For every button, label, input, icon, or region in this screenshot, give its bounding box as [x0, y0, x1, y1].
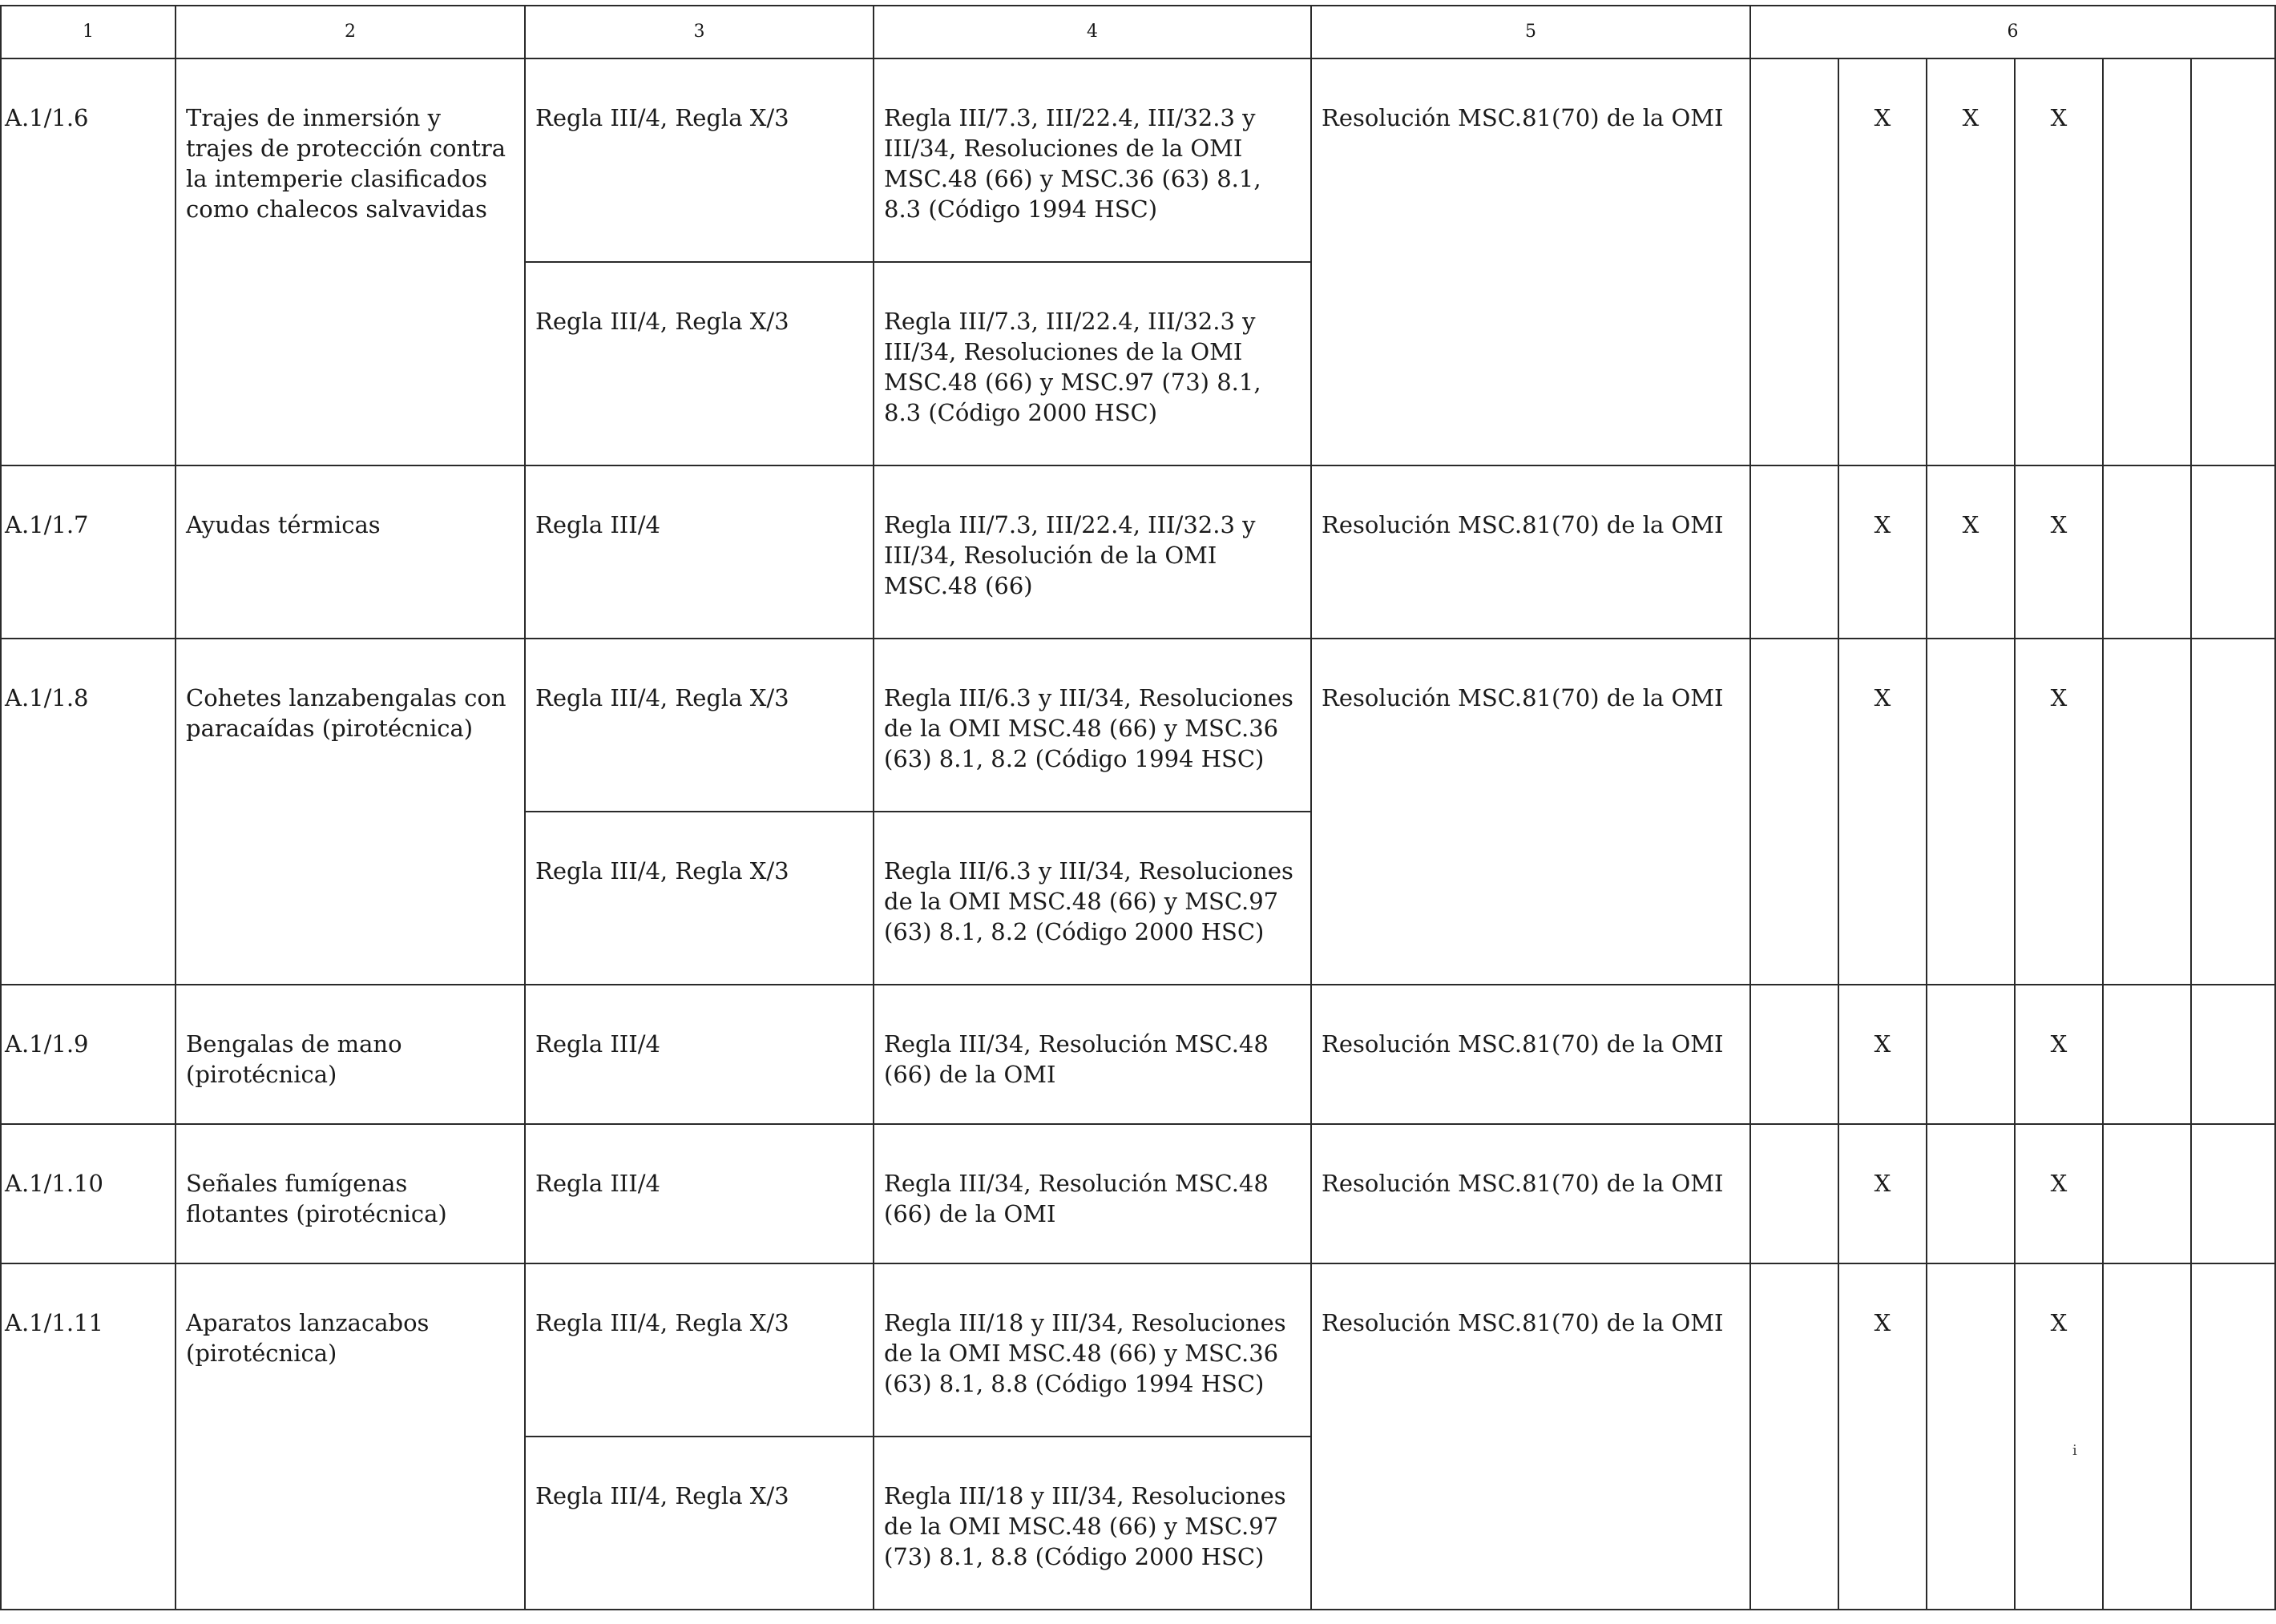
module-mark — [2191, 58, 2275, 465]
column-header-5: 5 — [1311, 6, 1750, 58]
test-resolution: Resolución MSC.81(70) de la OMI — [1311, 985, 1750, 1124]
item-code: A.1/1.10 — [1, 1124, 176, 1263]
test-resolution: Resolución MSC.81(70) de la OMI — [1311, 465, 1750, 639]
module-mark: X — [2015, 465, 2103, 639]
test-standard: Regla III/7.3, III/22.4, III/32.3 y III/34, Resoluciones de la OMI MSC.48 (66) y MSC.97 (73) 8.1, 8.3 (Código 2000 HSC) — [874, 262, 1311, 465]
item-description: Cohetes lanzabengalas con paracaídas (pirotécnica) — [176, 639, 525, 985]
module-mark: X — [1838, 58, 1927, 465]
item-description: Trajes de inmersión y trajes de protección contra la intemperie clasificados como chalecos salvavidas — [176, 58, 525, 465]
module-mark: X — [2015, 1263, 2103, 1610]
module-mark — [2103, 1124, 2191, 1263]
item-code: A.1/1.11 — [1, 1263, 176, 1610]
test-resolution: Resolución MSC.81(70) de la OMI — [1311, 639, 1750, 985]
module-mark — [1927, 985, 2015, 1124]
table-row — [1, 58, 2275, 262]
module-mark: X — [2015, 1124, 2103, 1263]
module-mark — [2191, 985, 2275, 1124]
module-mark — [1927, 639, 2015, 985]
regulation: Regla III/4, Regla X/3 — [525, 58, 874, 262]
item-description: Bengalas de mano (pirotécnica) — [176, 985, 525, 1124]
module-mark — [2103, 1263, 2191, 1610]
regulation: Regla III/4 — [525, 465, 874, 639]
module-mark — [1750, 1263, 1838, 1610]
module-mark — [1927, 1124, 2015, 1263]
regulation: Regla III/4, Regla X/3 — [525, 1263, 874, 1437]
regulation: Regla III/4, Regla X/3 — [525, 812, 874, 985]
module-mark — [2191, 639, 2275, 985]
test-resolution: Resolución MSC.81(70) de la OMI — [1311, 58, 1750, 465]
module-mark — [2103, 58, 2191, 465]
module-mark: X — [1927, 58, 2015, 465]
module-mark — [1750, 58, 1838, 465]
table-row — [1, 1263, 2275, 1437]
regulation: Regla III/4 — [525, 985, 874, 1124]
test-standard: Regla III/34, Resolución MSC.48 (66) de la OMI — [874, 985, 1311, 1124]
table-row — [1, 639, 2275, 812]
stray-mark: i — [2072, 1442, 2077, 1459]
item-description: Señales fumígenas flotantes (pirotécnica) — [176, 1124, 525, 1263]
item-description: Ayudas térmicas — [176, 465, 525, 639]
module-mark — [1750, 465, 1838, 639]
test-standard: Regla III/18 y III/34, Resoluciones de la OMI MSC.48 (66) y MSC.97 (73) 8.1, 8.8 (Código 2000 HSC) — [874, 1437, 1311, 1610]
module-mark — [2103, 985, 2191, 1124]
module-mark — [1750, 1124, 1838, 1263]
module-mark: X — [1838, 465, 1927, 639]
table-row — [1, 1124, 2275, 1263]
table-row — [1, 985, 2275, 1124]
column-header-2: 2 — [176, 6, 525, 58]
test-resolution: Resolución MSC.81(70) de la OMI — [1311, 1124, 1750, 1263]
test-standard: Regla III/18 y III/34, Resoluciones de la OMI MSC.48 (66) y MSC.36 (63) 8.1, 8.8 (Código 1994 HSC) — [874, 1263, 1311, 1437]
module-mark: X — [2015, 639, 2103, 985]
module-mark — [1927, 1263, 2015, 1610]
column-header-1: 1 — [1, 6, 176, 58]
item-code: A.1/1.8 — [1, 639, 176, 985]
regulation: Regla III/4, Regla X/3 — [525, 1437, 874, 1610]
module-mark: X — [1927, 465, 2015, 639]
module-mark: X — [1838, 985, 1927, 1124]
test-standard: Regla III/6.3 y III/34, Resoluciones de la OMI MSC.48 (66) y MSC.97 (63) 8.1, 8.2 (Código 2000 HSC) — [874, 812, 1311, 985]
module-mark: X — [2015, 58, 2103, 465]
test-standard: Regla III/7.3, III/22.4, III/32.3 y III/34, Resoluciones de la OMI MSC.48 (66) y MSC.36 (63) 8.1, 8.3 (Código 1994 HSC) — [874, 58, 1311, 262]
regulation: Regla III/4, Regla X/3 — [525, 639, 874, 812]
module-mark — [2103, 465, 2191, 639]
item-code: A.1/1.9 — [1, 985, 176, 1124]
module-mark — [1750, 639, 1838, 985]
regulation: Regla III/4, Regla X/3 — [525, 262, 874, 465]
module-mark — [2191, 465, 2275, 639]
regulation: Regla III/4 — [525, 1124, 874, 1263]
column-header-3: 3 — [525, 6, 874, 58]
equipment-table — [0, 5, 2276, 1610]
item-code: A.1/1.6 — [1, 58, 176, 465]
module-mark: X — [2015, 985, 2103, 1124]
header-row — [1, 6, 2275, 58]
column-header-6: 6 — [1750, 6, 2275, 58]
module-mark — [2191, 1124, 2275, 1263]
test-standard: Regla III/6.3 y III/34, Resoluciones de la OMI MSC.48 (66) y MSC.36 (63) 8.1, 8.2 (Código 1994 HSC) — [874, 639, 1311, 812]
column-header-4: 4 — [874, 6, 1311, 58]
table-row — [1, 465, 2275, 639]
test-standard: Regla III/7.3, III/22.4, III/32.3 y III/34, Resolución de la OMI MSC.48 (66) — [874, 465, 1311, 639]
module-mark: X — [1838, 639, 1927, 985]
item-code: A.1/1.7 — [1, 465, 176, 639]
module-mark: X — [1838, 1263, 1927, 1610]
module-mark — [2103, 639, 2191, 985]
test-standard: Regla III/34, Resolución MSC.48 (66) de la OMI — [874, 1124, 1311, 1263]
item-description: Aparatos lanzacabos (pirotécnica) — [176, 1263, 525, 1610]
test-resolution: Resolución MSC.81(70) de la OMI — [1311, 1263, 1750, 1610]
module-mark — [1750, 985, 1838, 1124]
module-mark: X — [1838, 1124, 1927, 1263]
module-mark — [2191, 1263, 2275, 1610]
